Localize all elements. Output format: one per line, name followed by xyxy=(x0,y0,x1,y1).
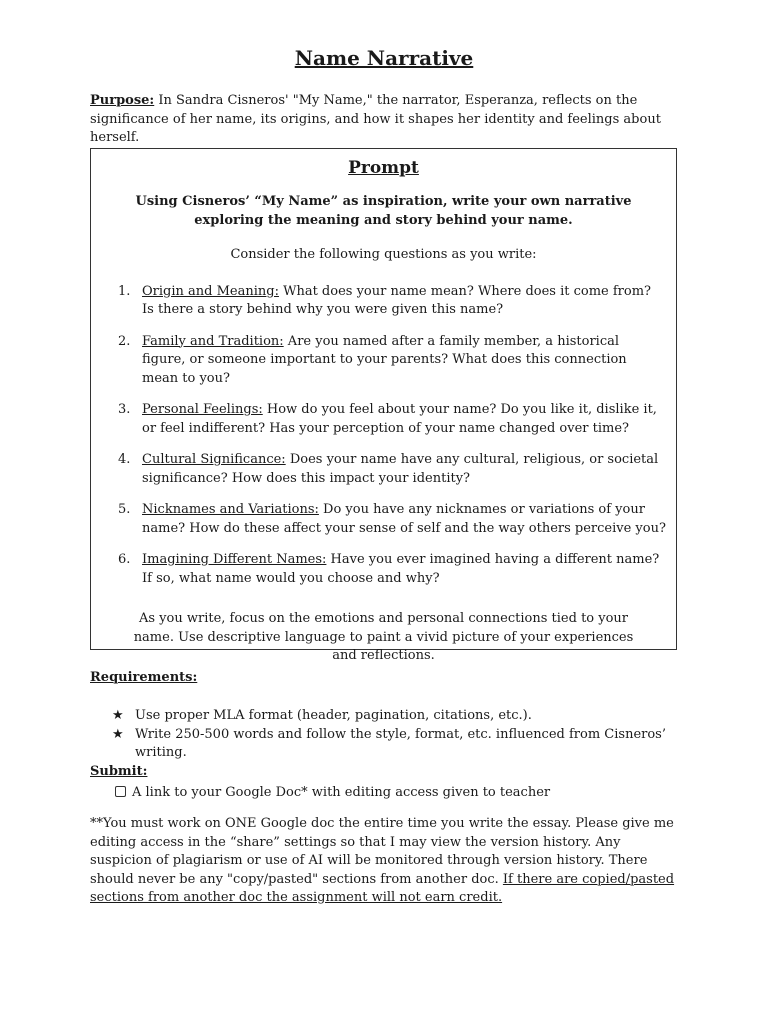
question-label: Imagining Different Names: xyxy=(142,552,327,567)
question-text: What does your name mean? Where does it come from? Is there a story behind why you were given this name? xyxy=(142,283,652,317)
requirement-item xyxy=(90,707,690,726)
question-label: Personal Feelings: xyxy=(142,402,263,417)
question-item xyxy=(91,283,676,320)
requirements-list xyxy=(90,707,690,763)
purpose-label: Purpose: xyxy=(90,93,155,108)
prompt-box xyxy=(90,148,677,663)
question-item xyxy=(91,551,676,588)
question-label: Family and Tradition: xyxy=(142,333,284,349)
question-text: Are you named after a family member, a historical figure, or someone important to your parents? What does this connection mean to you? xyxy=(142,333,627,386)
submit-heading: Submit: xyxy=(90,764,148,779)
requirements-heading: Requirements: xyxy=(90,670,198,685)
purpose-text: In Sandra Cisneros' "My Name," the narrator, Esperanza, reflects on the significance of her name, its origins, and how it shapes her identity and feelings about herself. xyxy=(90,93,661,145)
question-text: How do you feel about your name? Do you like it, dislike it, or feel indifferent? Has your perception of your name changed over time? xyxy=(142,402,657,436)
requirement-text: Write 250-500 words and follow the style, format, etc. influenced from Cisneros’ writing. xyxy=(135,726,666,760)
question-item xyxy=(91,333,676,389)
question-number: 5. xyxy=(118,502,131,517)
submission-note xyxy=(90,815,680,908)
question-number: 1. xyxy=(118,283,131,299)
submit-item-text: A link to your Google Doc* with editing access given to teacher xyxy=(132,785,551,800)
question-label: Nicknames and Variations: xyxy=(142,502,319,517)
page-title: Name Narrative xyxy=(294,46,474,70)
submit-checklist-item xyxy=(115,784,675,803)
note-text: **You must work on ONE Google doc the entire time you write the essay. Please give me editing access in the “share” settings so that I may view the version history. Any suspicion of plagiarism or use of AI will be monitored through version history. There should never be any "copy/pasted" sections from another doc. xyxy=(90,816,674,887)
purpose-paragraph xyxy=(90,92,680,148)
question-text: Have you ever imagined having a different name? If so, what name would you choose and why? xyxy=(142,552,660,586)
prompt-consider: Consider the following questions as you write: xyxy=(230,247,537,262)
question-label: Origin and Meaning: xyxy=(142,283,279,299)
question-item xyxy=(91,401,676,438)
question-number: 3. xyxy=(118,402,131,417)
requirement-text: Use proper MLA format (header, pagination, citations, etc.). xyxy=(135,708,532,723)
prompt-intro: Using Cisneros’ “My Name” as inspiration, write your own narrative exploring the meaning and story behind your name. xyxy=(135,194,632,228)
prompt-closing: As you write, focus on the emotions and personal connections tied to your name. Use descriptive language to paint a vivid picture of your experiences and reflections. xyxy=(133,611,634,663)
question-text: Do you have any nicknames or variations of your name? How do these affect your sense of self and the way others perceive you? xyxy=(142,502,666,536)
question-number: 2. xyxy=(118,333,131,349)
question-label: Cultural Significance: xyxy=(142,452,286,467)
checkbox-icon[interactable] xyxy=(115,786,126,797)
question-number: 6. xyxy=(118,552,131,567)
note-warning: If there are copied/pasted sections from another doc the assignment will not earn credit. xyxy=(90,871,675,905)
question-list xyxy=(91,283,676,589)
star-bullet-icon: ★ xyxy=(112,726,124,742)
question-item xyxy=(91,451,676,488)
question-item xyxy=(91,501,676,538)
question-text: Does your name have any cultural, religious, or societal significance? How does this impact your identity? xyxy=(142,452,659,486)
star-bullet-icon: ★ xyxy=(112,708,124,723)
prompt-title: Prompt xyxy=(348,158,419,178)
question-number: 4. xyxy=(118,452,131,467)
requirement-item xyxy=(90,726,690,763)
